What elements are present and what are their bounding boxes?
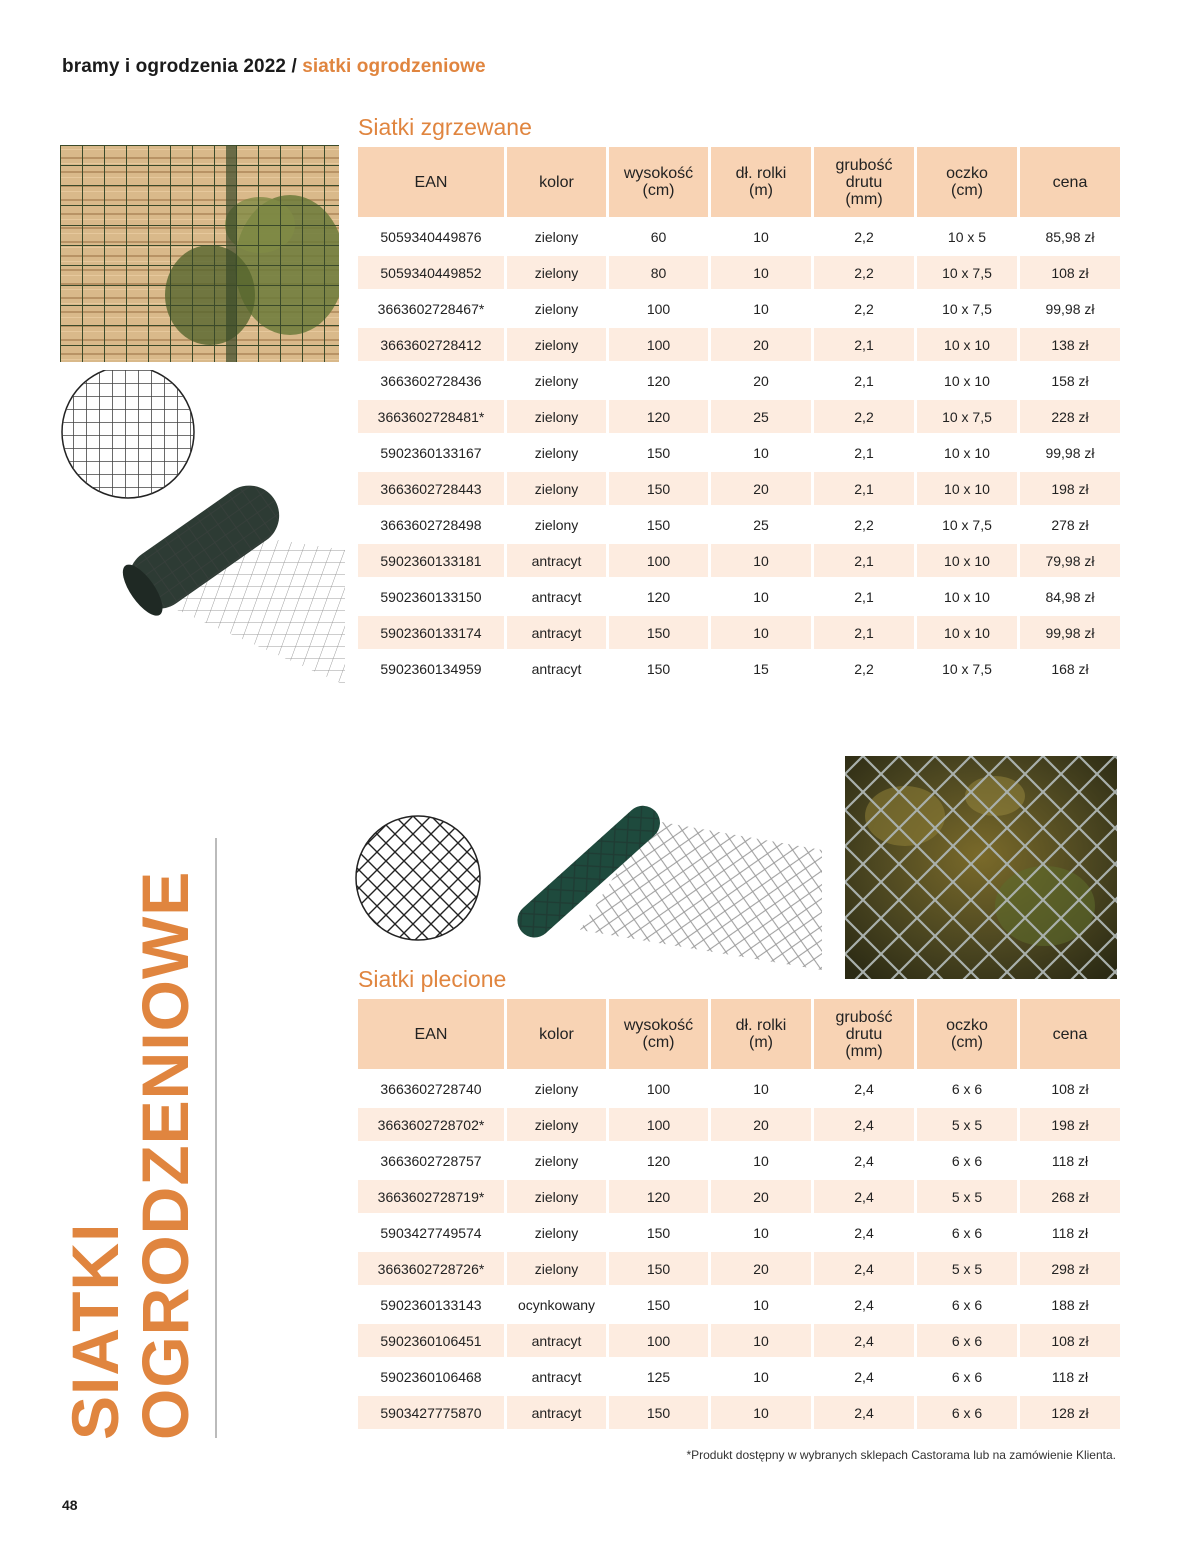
- cell-dl: 10: [753, 1296, 769, 1313]
- cell-wys: 100: [609, 1108, 708, 1141]
- table-row: [358, 508, 1120, 541]
- cell-ean: 5902360133167: [380, 444, 482, 461]
- cell-cena: 79,98 zł: [1020, 544, 1120, 577]
- cell-gr: 2,1: [854, 444, 874, 461]
- table-header-row: [358, 999, 1120, 1069]
- table-row: [358, 1180, 1120, 1213]
- cell-gr: 2,1: [814, 544, 914, 577]
- cell-kolor: zielony: [507, 400, 606, 433]
- cell-oczko: 10 x 10: [917, 616, 1017, 649]
- cell-oczko: 10 x 10: [944, 372, 990, 389]
- cell-wys: 100: [646, 1080, 671, 1097]
- cell-wys: 120: [609, 400, 708, 433]
- cell-wys: 120: [646, 372, 671, 389]
- cell-ean: 5902360133174: [358, 616, 504, 649]
- cell-ean: 3663602728498: [380, 516, 482, 533]
- table-row: [358, 1288, 1120, 1321]
- table-row: [358, 1072, 1120, 1105]
- table-row: [358, 652, 1120, 685]
- cell-ean: 3663602728467*: [377, 300, 485, 317]
- cell-kolor: antracyt: [507, 1396, 606, 1429]
- table-row: [358, 1396, 1120, 1429]
- col-header-oczko: oczko (cm): [917, 147, 1017, 217]
- page-number: 48: [62, 1497, 78, 1513]
- cell-kolor: zielony: [534, 300, 579, 317]
- cell-oczko: 10 x 7,5: [942, 516, 992, 533]
- cell-wys: 150: [609, 1252, 708, 1285]
- table-row: [358, 400, 1120, 433]
- cell-ean: 5902360134959: [380, 660, 482, 677]
- cell-dl: 20: [711, 472, 811, 505]
- table-header-row: [358, 147, 1120, 217]
- cell-cena: 99,98 zł: [1045, 444, 1095, 461]
- table-row: [358, 328, 1120, 361]
- cell-kolor: zielony: [507, 328, 606, 361]
- cell-kolor: antracyt: [507, 544, 606, 577]
- cell-kolor: zielony: [507, 1252, 606, 1285]
- table-row: [358, 436, 1120, 469]
- cell-ean: 3663602728481*: [358, 400, 504, 433]
- side-divider: [215, 838, 217, 1438]
- cell-kolor: zielony: [534, 1080, 579, 1097]
- cell-wys: 120: [609, 1180, 708, 1213]
- cell-oczko: 6 x 6: [951, 1224, 983, 1241]
- table-row: [358, 1360, 1120, 1393]
- cell-dl: 20: [711, 1108, 811, 1141]
- woven-mesh-roll-image: [350, 780, 830, 970]
- cell-gr: 2,4: [854, 1296, 874, 1313]
- side-title-line1: SIATKI: [58, 1222, 132, 1440]
- cell-oczko: 10 x 10: [944, 588, 990, 605]
- cell-kolor: zielony: [534, 444, 579, 461]
- col-header-dl-rolki: dł. rolki (m): [711, 999, 811, 1069]
- cell-wys: 125: [646, 1368, 671, 1385]
- cell-gr: 2,1: [814, 328, 914, 361]
- cell-dl: 10: [753, 228, 769, 245]
- table-row: [358, 472, 1120, 505]
- cell-kolor: zielony: [507, 256, 606, 289]
- cell-oczko: 6 x 6: [917, 1396, 1017, 1429]
- cell-kolor: zielony: [507, 472, 606, 505]
- table-row: [358, 1252, 1120, 1285]
- cell-wys: 150: [646, 444, 671, 461]
- cell-dl: 20: [711, 1180, 811, 1213]
- cell-kolor: ocynkowany: [517, 1296, 596, 1313]
- cell-dl: 10: [711, 616, 811, 649]
- cell-kolor: antracyt: [531, 660, 582, 677]
- cell-wys: 150: [609, 472, 708, 505]
- cell-dl: 10: [711, 1396, 811, 1429]
- cell-dl: 10: [753, 1152, 769, 1169]
- welded-mesh-roll-illustration: [60, 370, 345, 695]
- table-row: [358, 544, 1120, 577]
- col-header-oczko: oczko (cm): [917, 999, 1017, 1069]
- cell-gr: 2,2: [814, 400, 914, 433]
- cell-ean: 5903427775870: [358, 1396, 504, 1429]
- cell-ean: 3663602728443: [358, 472, 504, 505]
- cell-gr: 2,4: [814, 1324, 914, 1357]
- table-row: [358, 1108, 1120, 1141]
- cell-oczko: 10 x 10: [917, 472, 1017, 505]
- cell-wys: 150: [646, 1224, 671, 1241]
- cell-oczko: 10 x 7,5: [917, 256, 1017, 289]
- cell-kolor: antracyt: [507, 1324, 606, 1357]
- cell-gr: 2,4: [854, 1224, 874, 1241]
- cell-gr: 2,4: [854, 1368, 874, 1385]
- cell-cena: 168 zł: [1051, 660, 1089, 677]
- cell-cena: 118 zł: [1051, 1368, 1089, 1385]
- cell-dl: 20: [711, 1252, 811, 1285]
- col-header-grubosc: grubość drutu (mm): [814, 999, 914, 1069]
- col-header-cena: cena: [1020, 147, 1120, 217]
- col-header-ean: EAN: [358, 147, 504, 217]
- cell-wys: 150: [646, 516, 671, 533]
- cell-dl: 10: [753, 1224, 769, 1241]
- col-header-cena: cena: [1020, 999, 1120, 1069]
- cell-ean: 5902360106451: [358, 1324, 504, 1357]
- cell-cena: 278 zł: [1051, 516, 1089, 533]
- cell-kolor: zielony: [507, 1180, 606, 1213]
- side-title: [60, 871, 200, 1440]
- col-header-ean: EAN: [358, 999, 504, 1069]
- cell-cena: 84,98 zł: [1045, 588, 1095, 605]
- table-row: [358, 616, 1120, 649]
- breadcrumb: [62, 56, 486, 78]
- cell-kolor: zielony: [534, 1152, 579, 1169]
- cell-oczko: 5 x 5: [917, 1252, 1017, 1285]
- cell-ean: 3663602728702*: [358, 1108, 504, 1141]
- cell-cena: 158 zł: [1051, 372, 1089, 389]
- cell-kolor: zielony: [534, 1224, 579, 1241]
- breadcrumb-section: siatki ogrodzeniowe: [302, 56, 486, 77]
- table-row: [358, 1324, 1120, 1357]
- cell-wys: 120: [646, 1152, 671, 1169]
- cell-dl: 10: [753, 1368, 769, 1385]
- cell-wys: 120: [646, 588, 671, 605]
- cell-wys: 100: [646, 300, 671, 317]
- footnote: *Produkt dostępny w wybranych sklepach Castorama lub na zamówienie Klienta.: [686, 1448, 1116, 1462]
- cell-kolor: zielony: [534, 228, 579, 245]
- cell-oczko: 6 x 6: [917, 1324, 1017, 1357]
- table-row: [358, 580, 1120, 613]
- cell-ean: 5902360133150: [380, 588, 482, 605]
- cell-oczko: 10 x 7,5: [917, 400, 1017, 433]
- cell-dl: 10: [711, 256, 811, 289]
- cell-gr: 2,2: [854, 228, 874, 245]
- cell-dl: 10: [711, 544, 811, 577]
- table-row: [358, 364, 1120, 397]
- cell-cena: 85,98 zł: [1045, 228, 1095, 245]
- cell-wys: 100: [609, 328, 708, 361]
- cell-oczko: 6 x 6: [951, 1296, 983, 1313]
- cell-wys: 150: [646, 660, 671, 677]
- cell-cena: 108 zł: [1020, 256, 1120, 289]
- cell-oczko: 5 x 5: [917, 1180, 1017, 1213]
- table-row: [358, 220, 1120, 253]
- cell-dl: 10: [753, 588, 769, 605]
- cell-dl: 10: [711, 1324, 811, 1357]
- cell-ean: 3663602728740: [380, 1080, 482, 1097]
- cell-gr: 2,1: [854, 588, 874, 605]
- cell-ean: 5059340449876: [380, 228, 482, 245]
- cell-gr: 2,4: [854, 1152, 874, 1169]
- cell-dl: 20: [753, 372, 769, 389]
- cell-ean: 3663602728726*: [358, 1252, 504, 1285]
- cell-oczko: 6 x 6: [951, 1368, 983, 1385]
- cell-kolor: zielony: [534, 372, 579, 389]
- cell-wys: 150: [646, 1296, 671, 1313]
- cell-dl: 10: [753, 300, 769, 317]
- table-row: [358, 256, 1120, 289]
- table-row: [358, 292, 1120, 325]
- side-title-line2: OGRODZENIOWE: [128, 870, 202, 1440]
- cell-oczko: 10 x 10: [944, 444, 990, 461]
- cell-wys: 150: [609, 1396, 708, 1429]
- cell-dl: 15: [753, 660, 769, 677]
- cell-cena: 108 zł: [1020, 1324, 1120, 1357]
- cell-kolor: zielony: [507, 1108, 606, 1141]
- cell-gr: 2,2: [814, 256, 914, 289]
- cell-ean: 5902360133181: [358, 544, 504, 577]
- cell-gr: 2,4: [854, 1080, 874, 1097]
- cell-dl: 10: [753, 1080, 769, 1097]
- chain-link-fence-image: [845, 756, 1117, 979]
- cell-oczko: 10 x 10: [917, 544, 1017, 577]
- cell-gr: 2,4: [814, 1180, 914, 1213]
- col-header-grubosc: grubość drutu (mm): [814, 147, 914, 217]
- cell-cena: 198 zł: [1020, 1108, 1120, 1141]
- cell-cena: 298 zł: [1020, 1252, 1120, 1285]
- cell-wys: 80: [609, 256, 708, 289]
- cell-ean: 5902360106468: [380, 1368, 482, 1385]
- cell-ean: 5903427749574: [380, 1224, 482, 1241]
- welded-mesh-table: [355, 144, 1123, 688]
- breadcrumb-separator: /: [291, 56, 297, 77]
- cell-kolor: antracyt: [507, 616, 606, 649]
- welded-mesh-roll-image: [60, 370, 345, 695]
- cell-ean: 3663602728412: [358, 328, 504, 361]
- section-title-woven: Siatki plecione: [358, 966, 507, 992]
- cell-gr: 2,2: [854, 516, 874, 533]
- cell-cena: 108 zł: [1051, 1080, 1089, 1097]
- cell-gr: 2,1: [854, 372, 874, 389]
- cell-oczko: 6 x 6: [951, 1080, 983, 1097]
- section-title-welded: Siatki zgrzewane: [358, 114, 532, 140]
- cell-gr: 2,1: [814, 472, 914, 505]
- cell-cena: 99,98 zł: [1045, 300, 1095, 317]
- cell-cena: 99,98 zł: [1020, 616, 1120, 649]
- cell-cena: 198 zł: [1020, 472, 1120, 505]
- welded-mesh-fence-photo: [60, 145, 339, 362]
- cell-dl: 10: [753, 444, 769, 461]
- col-header-kolor: kolor: [507, 147, 606, 217]
- cell-gr: 2,2: [854, 660, 874, 677]
- col-header-kolor: kolor: [507, 999, 606, 1069]
- cell-ean: 3663602728757: [380, 1152, 482, 1169]
- cell-cena: 128 zł: [1020, 1396, 1120, 1429]
- cell-gr: 2,4: [814, 1252, 914, 1285]
- cell-kolor: antracyt: [531, 588, 582, 605]
- cell-ean: 3663602728436: [380, 372, 482, 389]
- cell-wys: 150: [609, 616, 708, 649]
- cell-wys: 100: [609, 1324, 708, 1357]
- cell-cena: 188 zł: [1051, 1296, 1089, 1313]
- col-header-wysokosc: wysokość (cm): [609, 147, 708, 217]
- chain-link-fence-photo: [845, 756, 1117, 979]
- cell-cena: 118 zł: [1051, 1224, 1089, 1241]
- cell-ean: 5902360133143: [380, 1296, 482, 1313]
- cell-cena: 268 zł: [1020, 1180, 1120, 1213]
- cell-dl: 20: [711, 328, 811, 361]
- breadcrumb-main: bramy i ogrodzenia 2022: [62, 56, 287, 77]
- cell-cena: 118 zł: [1051, 1152, 1089, 1169]
- cell-oczko: 10 x 7,5: [942, 660, 992, 677]
- woven-mesh-roll-illustration: [350, 780, 830, 970]
- cell-kolor: zielony: [534, 516, 579, 533]
- cell-dl: 25: [711, 400, 811, 433]
- cell-oczko: 10 x 5: [947, 228, 987, 245]
- cell-cena: 228 zł: [1020, 400, 1120, 433]
- col-header-wysokosc: wysokość (cm): [609, 999, 708, 1069]
- cell-gr: 2,4: [814, 1396, 914, 1429]
- cell-oczko: 10 x 10: [917, 328, 1017, 361]
- cell-wys: 100: [609, 544, 708, 577]
- cell-ean: 3663602728719*: [358, 1180, 504, 1213]
- table-row: [358, 1144, 1120, 1177]
- cell-oczko: 6 x 6: [951, 1152, 983, 1169]
- cell-gr: 2,4: [814, 1108, 914, 1141]
- cell-wys: 60: [650, 228, 667, 245]
- woven-mesh-table: [355, 996, 1123, 1432]
- cell-ean: 5059340449852: [358, 256, 504, 289]
- cell-dl: 25: [753, 516, 769, 533]
- cell-cena: 138 zł: [1020, 328, 1120, 361]
- cell-gr: 2,2: [854, 300, 874, 317]
- col-header-dl-rolki: dł. rolki (m): [711, 147, 811, 217]
- cell-oczko: 5 x 5: [917, 1108, 1017, 1141]
- cell-oczko: 10 x 7,5: [942, 300, 992, 317]
- table-row: [358, 1216, 1120, 1249]
- welded-mesh-fence-image: [60, 145, 339, 362]
- cell-kolor: antracyt: [531, 1368, 582, 1385]
- cell-gr: 2,1: [814, 616, 914, 649]
